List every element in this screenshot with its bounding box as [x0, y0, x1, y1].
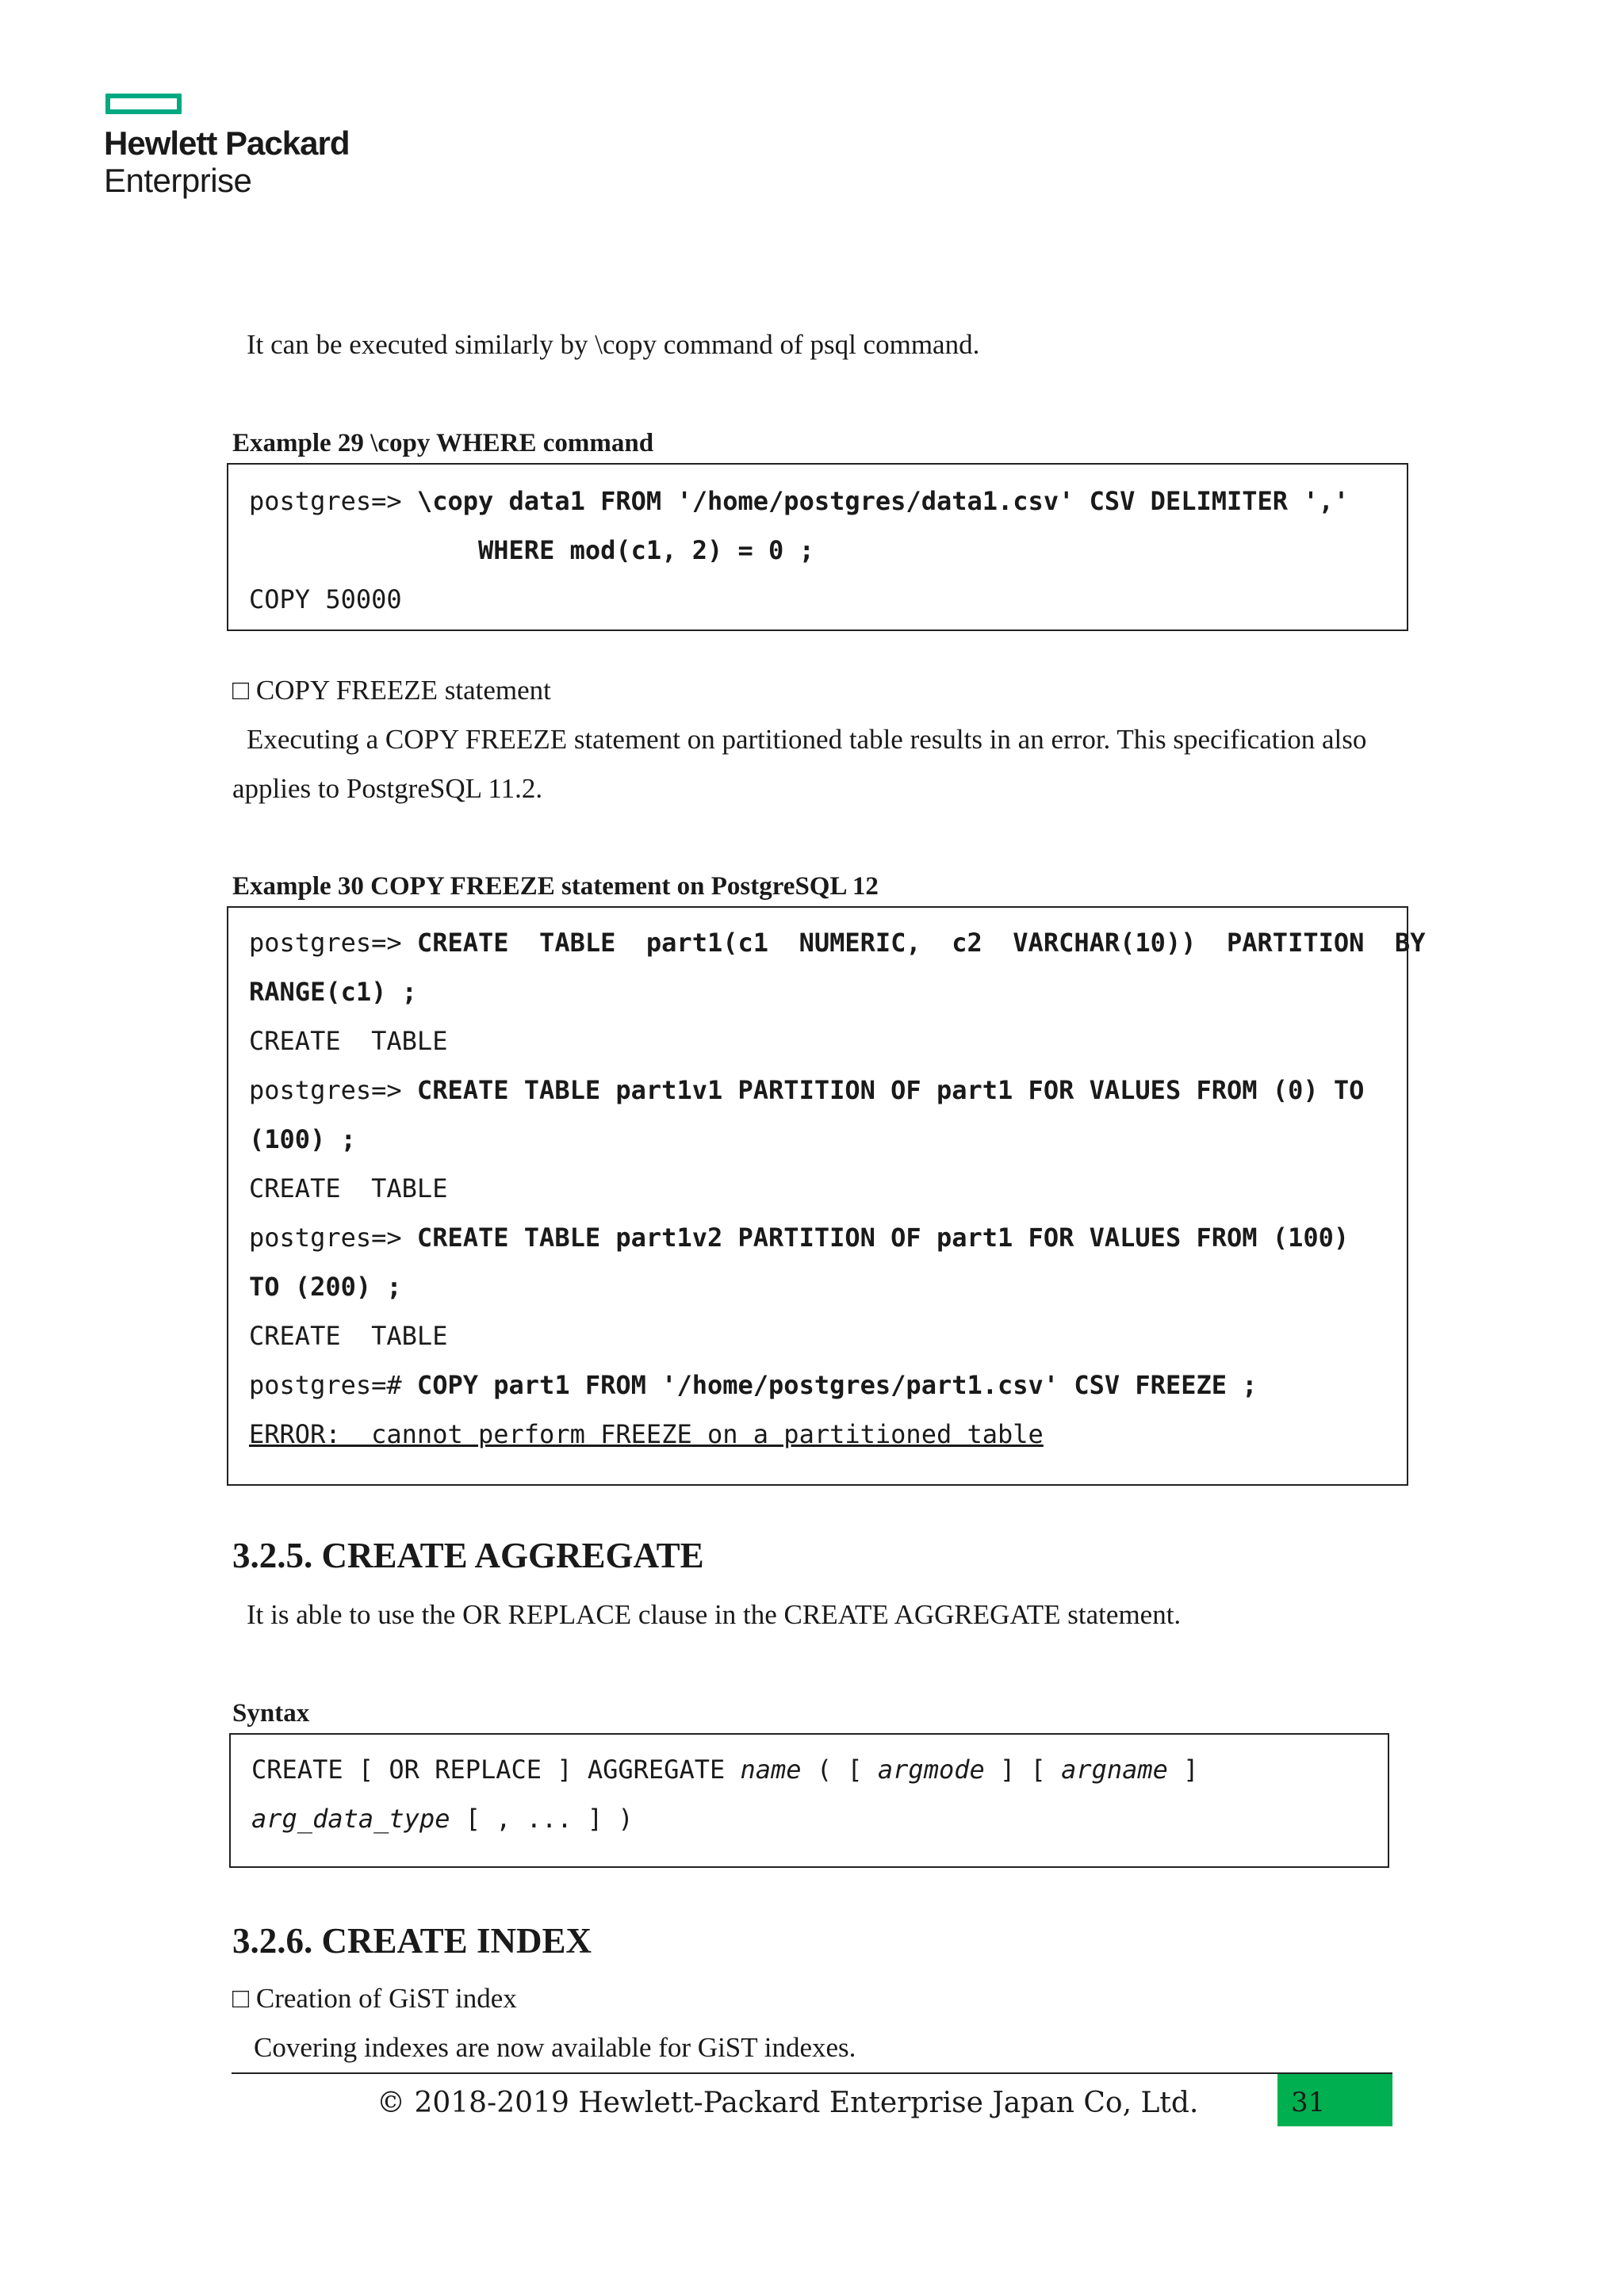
syntax-caption: Syntax [232, 1699, 310, 1728]
code-line: WHERE mod(c1, 2) = 0 ; [478, 535, 814, 565]
code-output: CREATE TABLE [249, 1321, 448, 1351]
code-line [249, 1077, 1364, 1103]
prompt: postgres=> [249, 1223, 417, 1253]
code-line [249, 928, 1426, 958]
syntax-text: [ , ... ] ) [450, 1804, 634, 1834]
create-aggregate-text: It is able to use the OR REPLACE clause in the CREATE AGGREGATE statement. [247, 1599, 1182, 1630]
syntax-param: arg_data_type [251, 1804, 450, 1834]
gist-bullet: □ Creation of GiST index [232, 1983, 517, 2014]
command: \copy data1 FROM '/home/postgres/data1.csv' CSV DELIMITER ',' [416, 486, 1350, 516]
freeze-para-line2: applies to PostgreSQL 11.2. [232, 773, 543, 804]
code-line [249, 1223, 1350, 1253]
code-error: ERROR: cannot perform FREEZE on a partitioned table [249, 1419, 1044, 1449]
gist-text: Covering indexes are now available for GiST indexes. [254, 2032, 856, 2063]
code-line: RANGE(c1) ; [249, 977, 417, 1007]
code-output: CREATE TABLE [249, 1026, 448, 1056]
command: CREATE TABLE part1(c1 NUMERIC, c2 VARCHAR(10)) PARTITION BY [416, 928, 1426, 958]
command: CREATE TABLE part1v1 PARTITION OF part1 FOR VALUES FROM (0) TO [416, 1075, 1365, 1105]
code-line [249, 1372, 1258, 1398]
code-line: (100) ; [249, 1124, 356, 1154]
hpe-logo-mark [105, 94, 182, 114]
freeze-para-line1: Executing a COPY FREEZE statement on partitioned table results in an error. This specification also [247, 724, 1367, 755]
prompt: postgres=# [249, 1370, 417, 1400]
logo-text-line2: Enterprise [104, 162, 252, 199]
prompt: postgres=> [249, 486, 417, 516]
code-line: TO (200) ; [249, 1272, 402, 1302]
freeze-bullet: □ COPY FREEZE statement [232, 675, 551, 706]
syntax-line [251, 1804, 634, 1834]
code-output: CREATE TABLE [249, 1173, 448, 1203]
intro-text: It can be executed similarly by \copy command of psql command. [247, 329, 980, 360]
example-30-caption: Example 30 COPY FREEZE statement on PostgreSQL 12 [232, 872, 879, 901]
syntax-text: ] [ [984, 1755, 1062, 1785]
example-30-code-box [227, 906, 1426, 1486]
code-output: COPY 50000 [249, 584, 402, 614]
prompt: postgres=> [249, 1075, 417, 1105]
command: CREATE TABLE part1v2 PARTITION OF part1 FOR VALUES FROM (100) [416, 1223, 1350, 1253]
example-29-code-box [227, 463, 1408, 631]
footer-rule [232, 2072, 1392, 2074]
command: COPY part1 FROM '/home/postgres/part1.csv' CSV FREEZE ; [416, 1370, 1258, 1400]
code-line [249, 488, 1349, 514]
syntax-param: argmode [877, 1755, 985, 1785]
syntax-param: name [740, 1755, 802, 1785]
section-heading-create-index: 3.2.6. CREATE INDEX [232, 1921, 592, 1961]
syntax-text: ( [ [801, 1755, 878, 1785]
syntax-param: argname [1061, 1755, 1168, 1785]
syntax-line [251, 1755, 1199, 1785]
example-29-caption: Example 29 \copy WHERE command [232, 429, 654, 457]
section-heading-create-aggregate: 3.2.5. CREATE AGGREGATE [232, 1536, 704, 1575]
page-number: 31 [1291, 2087, 1326, 2118]
prompt: postgres=> [249, 928, 417, 958]
footer-copyright: © 2018-2019 Hewlett-Packard Enterprise Japan Co, Ltd. [377, 2087, 1199, 2119]
syntax-code-box [229, 1733, 1389, 1868]
syntax-text: ] [1167, 1755, 1199, 1785]
logo-text-line1: Hewlett Packard [104, 124, 350, 162]
syntax-text: CREATE [ OR REPLACE ] AGGREGATE [251, 1755, 741, 1785]
